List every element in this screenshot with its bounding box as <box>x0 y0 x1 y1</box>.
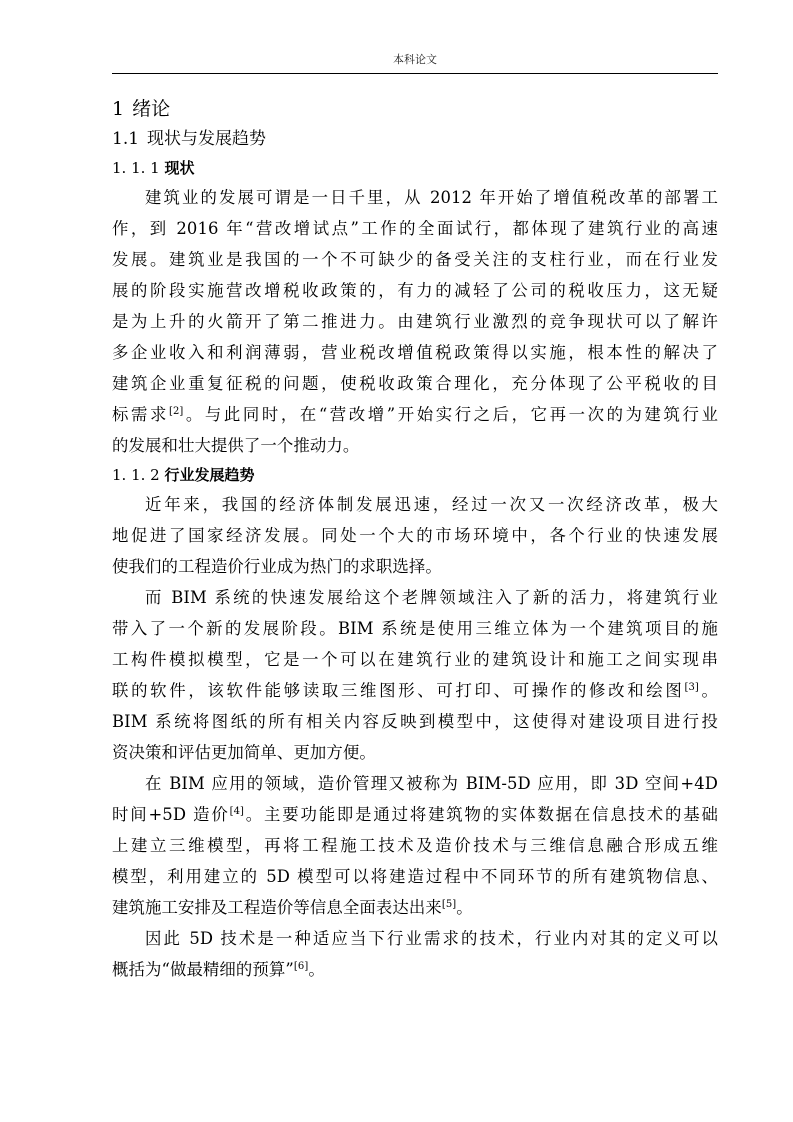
section-title: 现状与发展趋势 <box>147 129 267 149</box>
citation-ref: [2] <box>168 406 184 417</box>
text-line <box>112 954 718 985</box>
text-line: 带入了一个新的发展阶段。BIM 系统是使用三维立体为一个建筑项目的施 <box>112 619 718 638</box>
text-line: 模型，利用建立的 5D 模型可以将建造过程中不同环节的所有建筑物信息、 <box>112 867 718 886</box>
page-body <box>112 94 718 985</box>
paragraph-bim-5d <box>112 768 718 923</box>
paragraph-5d-definition <box>112 923 718 985</box>
chapter-heading <box>112 94 718 124</box>
section-heading <box>112 124 718 154</box>
section-number: 1.1 <box>112 129 140 149</box>
paragraph-economy <box>112 489 718 582</box>
citation-ref: [3] <box>684 682 699 693</box>
text-line: 因此 5D 技术是一种适应当下行业需求的技术，行业内对其的定义可以 <box>145 929 718 948</box>
text-segment: 时间+5D 造价 <box>112 805 230 824</box>
text-line: 使我们的工程造价行业成为热门的求职选择。 <box>112 557 442 576</box>
citation-ref: [4] <box>229 806 245 817</box>
text-segment: 。与此同时，在“营改增”开始实行之后，它再一次的为建筑行业 <box>183 405 718 424</box>
text-segment: 概括为“做最精细的预算” <box>112 960 294 979</box>
running-header <box>112 52 718 68</box>
subsection-title: 现状 <box>164 159 195 177</box>
subsection-title: 行业发展趋势 <box>164 466 255 484</box>
citation-ref: [6] <box>293 961 309 972</box>
text-line: 地促进了国家经济发展。同处一个大的市场环境中，各个行业的快速发展 <box>112 526 718 545</box>
paragraph-bim-system <box>112 582 718 768</box>
header-rule <box>112 73 718 74</box>
text-line: 在 BIM 应用的领域，造价管理又被称为 BIM-5D 应用，即 3D 空间+4D <box>145 774 718 793</box>
text-segment: 。 <box>698 681 719 700</box>
running-title: 本科论文 <box>393 53 437 66</box>
text-line: 发展。建筑业是我国的一个不可缺少的备受关注的支柱行业，而在行业发 <box>112 250 718 269</box>
subsection-number: 1. 1. 1 <box>112 159 160 177</box>
text-line: 展的阶段实施营改增税收政策的，有力的减轻了公司的税收压力，这无疑 <box>112 281 718 300</box>
text-line: BIM 系统将图纸的所有相关内容反映到模型中，这使得对建设项目进行投 <box>112 712 718 731</box>
subsection-number: 1. 1. 2 <box>112 466 160 484</box>
paragraph-status <box>112 182 718 461</box>
chapter-number: 1 <box>112 98 125 120</box>
citation-ref: [5] <box>441 899 457 910</box>
text-line: 多企业收入和利润薄弱，营业税改增值税政策得以实施，根本性的解决了 <box>112 343 718 362</box>
text-segment: 。 <box>308 960 325 979</box>
text-line <box>112 675 718 706</box>
text-line: 建筑企业重复征税的问题，使税收政策合理化，充分体现了公平税收的目 <box>112 374 718 393</box>
text-segment: 。主要功能即是通过将建筑物的实体数据在信息技术的基础 <box>244 805 718 824</box>
subsection-heading-trend <box>112 461 718 489</box>
text-line <box>112 892 718 923</box>
text-line: 上建立三维模型，再将工程施工技术及造价技术与三维信息融合形成五维 <box>112 836 718 855</box>
text-line: 的发展和壮大提供了一个推动力。 <box>112 436 360 455</box>
text-line: 作，到 2016 年“营改增试点”工作的全面试行，都体现了建筑行业的高速 <box>112 219 718 238</box>
text-line: 资决策和评估更加简单、更加方便。 <box>112 743 376 762</box>
text-line <box>112 799 718 830</box>
text-segment: 建筑施工安排及工程造价等信息全面表达出来 <box>112 898 442 917</box>
text-line: 是为上升的火箭开了第二推进力。由建筑行业激烈的竞争现状可以了解许 <box>112 312 718 331</box>
text-line: 工构件模拟模型，它是一个可以在建筑行业的建筑设计和施工之间实现串 <box>112 650 718 669</box>
text-segment: 联的软件，该软件能够读取三维图形、可打印、可操作的修改和绘图 <box>112 681 685 700</box>
text-line: 而 BIM 系统的快速发展给这个老牌领域注入了新的活力，将建筑行业 <box>145 588 718 607</box>
text-segment: 标需求 <box>112 405 169 424</box>
text-line <box>112 399 718 430</box>
chapter-title: 绪论 <box>132 98 171 120</box>
text-line: 建筑业的发展可谓是一日千里，从 2012 年开始了增值税改革的部署工 <box>145 188 718 207</box>
text-segment: 。 <box>456 898 473 917</box>
subsection-heading-status <box>112 154 718 182</box>
text-line: 近年来，我国的经济体制发展迅速，经过一次又一次经济改革，极大 <box>145 495 718 514</box>
